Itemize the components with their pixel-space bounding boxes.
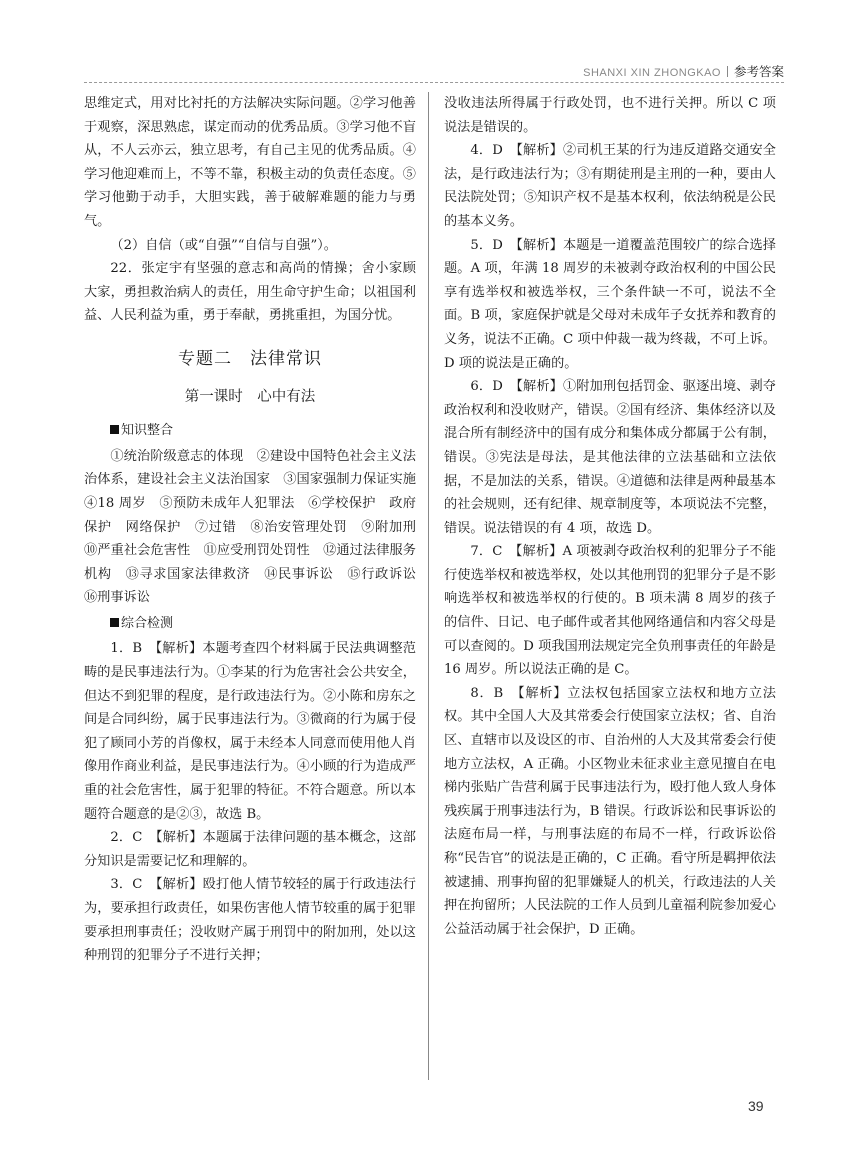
answer-6: 6．D 【解析】①附加刑包括罚金、驱逐出境、剥夺政治权利和没收财产，错误。②国有经济、集体经济以及混合所有制经济中的国有成分和集体成分都属于公有制，错误。③宪法是母法，是其他法律的立法基础和立法依据，不是加法的关系，错误。④道德和法律是两种最基本的社会规则，还有纪律、规章制度等，本项说法不完整，错误。说法错误的有 4 项，故选 D。 (444, 379, 776, 536)
section-heading-test-text: 综合检测 (121, 615, 174, 631)
square-bullet-icon (110, 618, 119, 627)
right-column (444, 92, 776, 941)
answer-3-continued: 没收违法所得属于行政处罚，也不进行关押。所以 C 项说法是错误的。 (444, 96, 776, 135)
answer-4: 4．D 【解析】②司机王某的行为违反道路交通安全法，是行政违法行为；③有期徒刑是主刑的一种，要由人民法院处罚；⑤知识产权不是基本权利，依法纳税是公民的基本义务。 (444, 143, 776, 229)
section-name: 参考答案 (733, 64, 784, 79)
lesson-title: 第一课时 心中有法 (184, 388, 316, 405)
knowledge-summary: ①统治阶级意志的体现 ②建设中国特色社会主义法治体系，建设社会主义法治国家 ③国家强制力保证实施 ④18 周岁 ⑤预防未成年人犯罪法 ⑥学校保护 政府保护 网络保护 ⑦过错 ⑧治安管理处罚 ⑨附加刑 ⑩严重社会危害性 ⑪应受刑罚处罚性 ⑫通过法律服务机构 ⑬寻求国家法律救济 ⑭民事诉讼 ⑮行政诉讼 ⑯刑事诉讼 (84, 448, 430, 606)
answer-1: 1．B 【解析】本题考查四个材料属于民法典调整范畴的是民事违法行为。①李某的行为危害社会公共安全，但达不到犯罪的程度，是行政违法行为。②小陈和房东之间是合同纠纷，属于民事违法行为。③微商的行为属于侵犯了顾同小芳的肖像权，属于未经本人同意而使用他人肖像用作商业利益，是民事违法行为。④小顾的行为造成严重的社会危害性，属于犯罪的特征。不符合题意。所以本题符合题意的是②③，故选 B。 (84, 641, 416, 822)
series-name: SHANXI XIN ZHONGKAO (583, 67, 721, 79)
header-rule (84, 82, 784, 83)
column-divider (428, 92, 429, 1080)
answer-22: 22．张定宇有坚强的意志和高尚的情操；舍小家顾大家，勇担救治病人的责任，用生命守护生命；以祖国利益、人民利益为重，勇于奉献，勇挑重担，为国分忧。 (84, 261, 416, 324)
page-header (84, 62, 784, 82)
left-paragraph-1: 思维定式，用对比衬托的方法解决实际问题。②学习他善于观察，深思熟虑，谋定而动的优秀品质。③学习他不盲从，不人云亦云，独立思考，有自己主见的优秀品质。④学习他迎难而上，不等不靠，积极主动的负责任态度。⑤学习他勤于动手，大胆实践，善于破解难题的能力与勇气。 (84, 96, 416, 229)
header-separator (727, 66, 728, 77)
topic-title: 专题二 法律常识 (178, 348, 322, 369)
answer-2: 2．C 【解析】本题属于法律问题的基本概念，这部分知识是需要记忆和理解的。 (84, 830, 416, 869)
left-paragraph-2: （2）自信（或“自强”“自信与自强”）。 (110, 237, 337, 253)
section-heading-knowledge-text: 知识整合 (121, 423, 174, 439)
section-heading-test (84, 612, 416, 636)
section-heading-knowledge (84, 419, 416, 443)
answer-3: 3．C 【解析】殴打他人情节较轻的属于行政违法行为，要承担行政责任，如果伤害他人情节较重的属于犯罪要承担刑事责任；没收财产属于刑罚中的附加刑，处以这种刑罚的犯罪分子不进行关押； (84, 877, 416, 964)
answer-7: 7．C 【解析】A 项被剥夺政治权利的犯罪分子不能行使选举权和被选举权，处以其他刑罚的犯罪分子是不影响选举权和被选举权的行使的。B 项未满 8 周岁的孩子的信件、日记、电子邮件或者其他网络通信和内容父母是可以查阅的。D 项我国刑法规定完全负刑事责任的年龄是 16 周岁。所以说法正确的是 C。 (444, 544, 776, 678)
answer-5: 5．D 【解析】本题是一道覆盖范围较广的综合选择题。A 项，年满 18 周岁的未被剥夺政治权利的中国公民享有选举权和被选举权，三个条件缺一不可，说法不全面。B 项，家庭保护就是父母对未成年子女抚养和教育的义务，说法不正确。C 项中仲裁一裁为终裁，不可上诉。D 项的说法是正确的。 (444, 237, 776, 371)
left-column (84, 92, 430, 968)
page-number: 39 (748, 1098, 764, 1114)
square-bullet-icon (110, 425, 119, 434)
answer-8: 8．B 【解析】立法权包括国家立法权和地方立法权。其中全国人大及其常委会行使国家立法权；省、自治区、直辖市以及设区的市、自治州的人大及其常委会行使地方立法权，A 正确。小区物业未征求业主意见擅自在电梯内张贴广告营利属于民事违法行为，殴打他人致人身体残疾属于刑事违法行为，B 错误。行政诉讼和民事诉讼的法庭布局一样，与刑事法庭的布局不一样，行政诉讼俗称“民告官”的说法是正确的，C 正确。看守所是羁押依法被逮捕、刑事拘留的犯罪嫌疑人的机关，行政违法的人关押在拘留所；人民法院的工作人员到儿童福利院参加爱心公益活动属于社会保护，D 正确。 (444, 685, 776, 937)
